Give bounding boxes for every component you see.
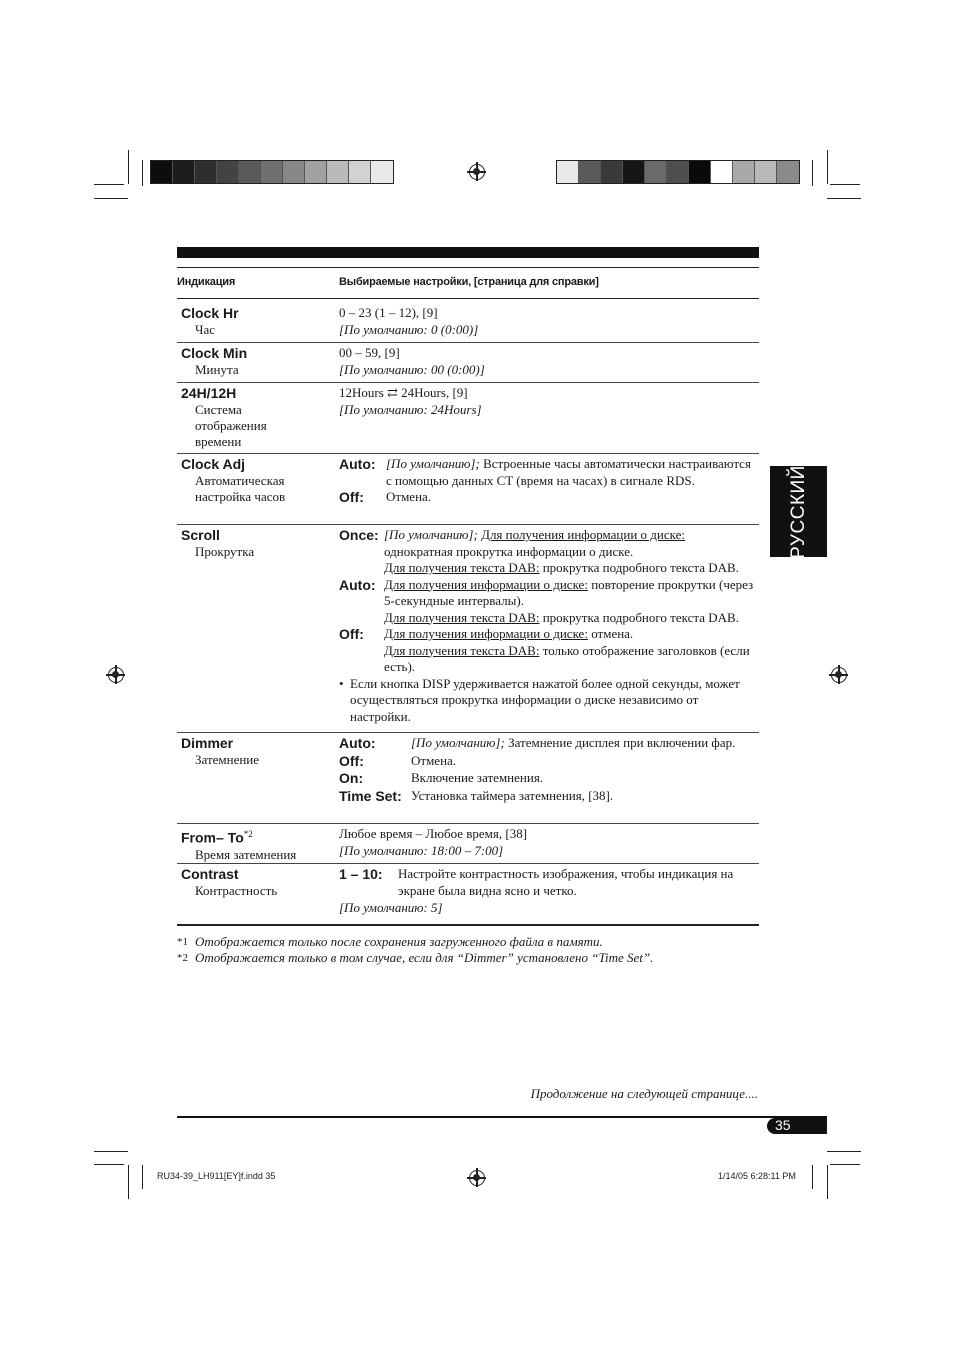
default-value: [По умолчанию: 18:00 – 7:00]	[339, 842, 504, 858]
disc-label: Для получения информации о диске:	[384, 626, 588, 641]
color-swatch	[689, 161, 711, 183]
crop-mark	[94, 198, 128, 199]
dab-label: Для получения текста DAB:	[384, 609, 540, 625]
color-swatch	[777, 161, 799, 183]
crop-mark	[94, 1151, 128, 1152]
default-value: [По умолчанию: 24Hours]	[339, 401, 482, 417]
color-swatch	[645, 161, 667, 183]
crop-mark	[827, 150, 828, 184]
language-label: РУССКИЙ	[787, 464, 809, 559]
option-key: Time Set:	[339, 787, 402, 804]
color-swatch	[239, 161, 261, 183]
table-row	[177, 454, 759, 525]
term-translation: Автоматическая настройка часов	[195, 473, 286, 504]
term: From– To	[181, 829, 244, 846]
continued-note: Продолжение на следующей странице....	[530, 1086, 758, 1101]
color-swatch	[349, 161, 371, 183]
crop-mark	[128, 1165, 129, 1199]
option-key: Off:	[339, 489, 364, 505]
color-swatch	[371, 161, 393, 183]
settings-table	[177, 303, 759, 926]
color-swatch	[579, 161, 601, 183]
option-key: Off:	[339, 626, 364, 642]
default-marker: [По умолчанию];	[386, 456, 480, 471]
top-rule	[177, 247, 759, 258]
value: 0 – 23 (1 – 12), [9]	[339, 305, 438, 320]
color-swatch	[601, 161, 623, 183]
option-key: Auto:	[339, 576, 376, 593]
crop-mark	[830, 1164, 860, 1165]
default-value: [По умолчанию: 00 (0:00)]	[339, 361, 485, 377]
crop-mark	[812, 1165, 813, 1189]
crop-mark	[142, 1165, 143, 1189]
option-text: только отображение заголовков (если есть).	[384, 642, 750, 674]
page-number-badge	[767, 1118, 827, 1134]
table-row	[177, 303, 759, 343]
option-key: Auto:	[339, 735, 376, 751]
footnote	[177, 934, 777, 950]
footnote	[177, 950, 777, 966]
term-translation: Время затемнения	[195, 846, 297, 862]
color-swatch	[755, 161, 777, 183]
option-key: Auto:	[339, 456, 376, 472]
disc-label: Для получения информации о диске:	[384, 576, 588, 592]
table-row	[177, 343, 759, 383]
option-text: Настройте контрастность изображения, чтобы индикация на экране была видна ясно и четко.	[398, 866, 734, 898]
option-text: повторение прокрутки (через 5-секундные интервалы).	[384, 576, 754, 608]
color-swatch	[173, 161, 195, 183]
color-swatch	[711, 161, 733, 183]
bottom-rule	[177, 1116, 827, 1118]
slug-file: RU34-39_LH911[EY]f.indd 35	[157, 1171, 276, 1181]
default-value: [По умолчанию: 5]	[339, 900, 443, 915]
option-text: Встроенные часы автоматически настраиваются с помощью данных CT (время на часах) в сигнале RDS.	[386, 456, 751, 488]
option-text: Отмена.	[411, 752, 457, 768]
footnote-mark: *2	[177, 952, 188, 964]
crop-mark	[94, 1164, 124, 1165]
option-text: Затемнение дисплея при включении фар.	[508, 735, 736, 750]
color-swatch	[557, 161, 579, 183]
registration-mark-icon	[108, 667, 124, 683]
term-translation: Система отображения времени	[195, 402, 267, 449]
value: 00 – 59, [9]	[339, 345, 400, 360]
crop-mark	[827, 1165, 828, 1199]
value: Любое время – Любое время, [38]	[339, 826, 528, 841]
default-value: [По умолчанию: 0 (0:00)]	[339, 321, 479, 337]
term: Clock Min	[181, 345, 248, 361]
header-settings: Выбираемые настройки, [страница для справки]	[339, 276, 599, 288]
option-key: Once:	[339, 527, 379, 543]
color-bar-right	[556, 160, 800, 184]
color-swatch	[261, 161, 283, 183]
term-translation: Контрастность	[195, 883, 278, 898]
registration-mark-icon	[831, 667, 847, 683]
footnote-text: Отображается только в том случае, если для “Dimmer” установлено “Time Set”.	[195, 950, 654, 965]
crop-mark	[94, 184, 124, 185]
term-translation: Минута	[195, 362, 239, 377]
footnote-text: Отображается только после сохранения загруженного файла в памяти.	[195, 934, 603, 949]
option-text: прокрутка подробного текста DAB.	[542, 609, 739, 625]
table-row	[177, 733, 759, 824]
term: Dimmer	[181, 735, 234, 751]
table-row	[177, 824, 759, 864]
option-key: 1 – 10:	[339, 866, 383, 882]
term: Clock Adj	[181, 456, 246, 472]
color-swatch	[327, 161, 349, 183]
table-row	[177, 864, 759, 926]
color-swatch	[667, 161, 689, 183]
term: Contrast	[181, 866, 239, 882]
color-swatch	[305, 161, 327, 183]
footnotes	[177, 934, 777, 966]
page-number: 35	[775, 1117, 791, 1133]
term: Scroll	[181, 527, 220, 543]
option-text: прокрутка подробного текста DAB.	[542, 560, 739, 575]
slug-date: 1/14/05 6:28:11 PM	[718, 1171, 796, 1181]
crop-mark	[128, 150, 129, 184]
color-swatch	[733, 161, 755, 183]
term: Clock Hr	[181, 305, 239, 321]
color-bar-left	[150, 160, 394, 184]
color-swatch	[151, 161, 173, 183]
option-text: отмена.	[591, 626, 634, 641]
crop-mark	[827, 198, 861, 199]
registration-mark-icon	[469, 164, 485, 180]
option-text: Установка таймера затемнения, [38].	[411, 787, 614, 803]
term-translation: Затемнение	[195, 752, 260, 767]
option-text: однократная прокрутка информации о диске.	[384, 543, 634, 559]
language-tab	[770, 466, 827, 557]
option-key: On:	[339, 770, 364, 786]
footnote-mark: *1	[177, 936, 188, 948]
dab-label: Для получения текста DAB:	[384, 642, 540, 658]
color-swatch	[623, 161, 645, 183]
option-text: Включение затемнения.	[411, 770, 544, 785]
term: 24H/12H	[181, 385, 237, 401]
crop-mark	[827, 1151, 861, 1152]
default-marker: [По умолчанию];	[411, 735, 505, 750]
table-row	[177, 525, 759, 733]
color-swatch	[217, 161, 239, 183]
table-header	[177, 267, 759, 299]
registration-mark-icon	[469, 1170, 485, 1186]
crop-mark	[830, 184, 860, 185]
value: 12Hours ⇄ 24Hours, [9]	[339, 385, 468, 400]
crop-mark	[142, 160, 143, 186]
option-text: Отмена.	[386, 489, 432, 504]
crop-mark	[812, 160, 813, 186]
note-bullet: • Если кнопка DISP удерживается нажатой более одной секунды, может осуществляться прокрутка информации о диске независимо от настройки.	[339, 676, 759, 726]
term-translation: Прокрутка	[195, 544, 255, 559]
table-row	[177, 383, 759, 454]
option-key: Off:	[339, 752, 364, 769]
header-indication: Индикация	[177, 276, 236, 288]
footnote-ref: *2	[243, 829, 253, 839]
dab-label: Для получения текста DAB:	[384, 560, 540, 575]
color-swatch	[195, 161, 217, 183]
default-marker: [По умолчанию];	[384, 527, 478, 542]
term-translation: Час	[195, 322, 215, 337]
color-swatch	[283, 161, 305, 183]
disc-label: Для получения информации о диске:	[481, 527, 686, 542]
